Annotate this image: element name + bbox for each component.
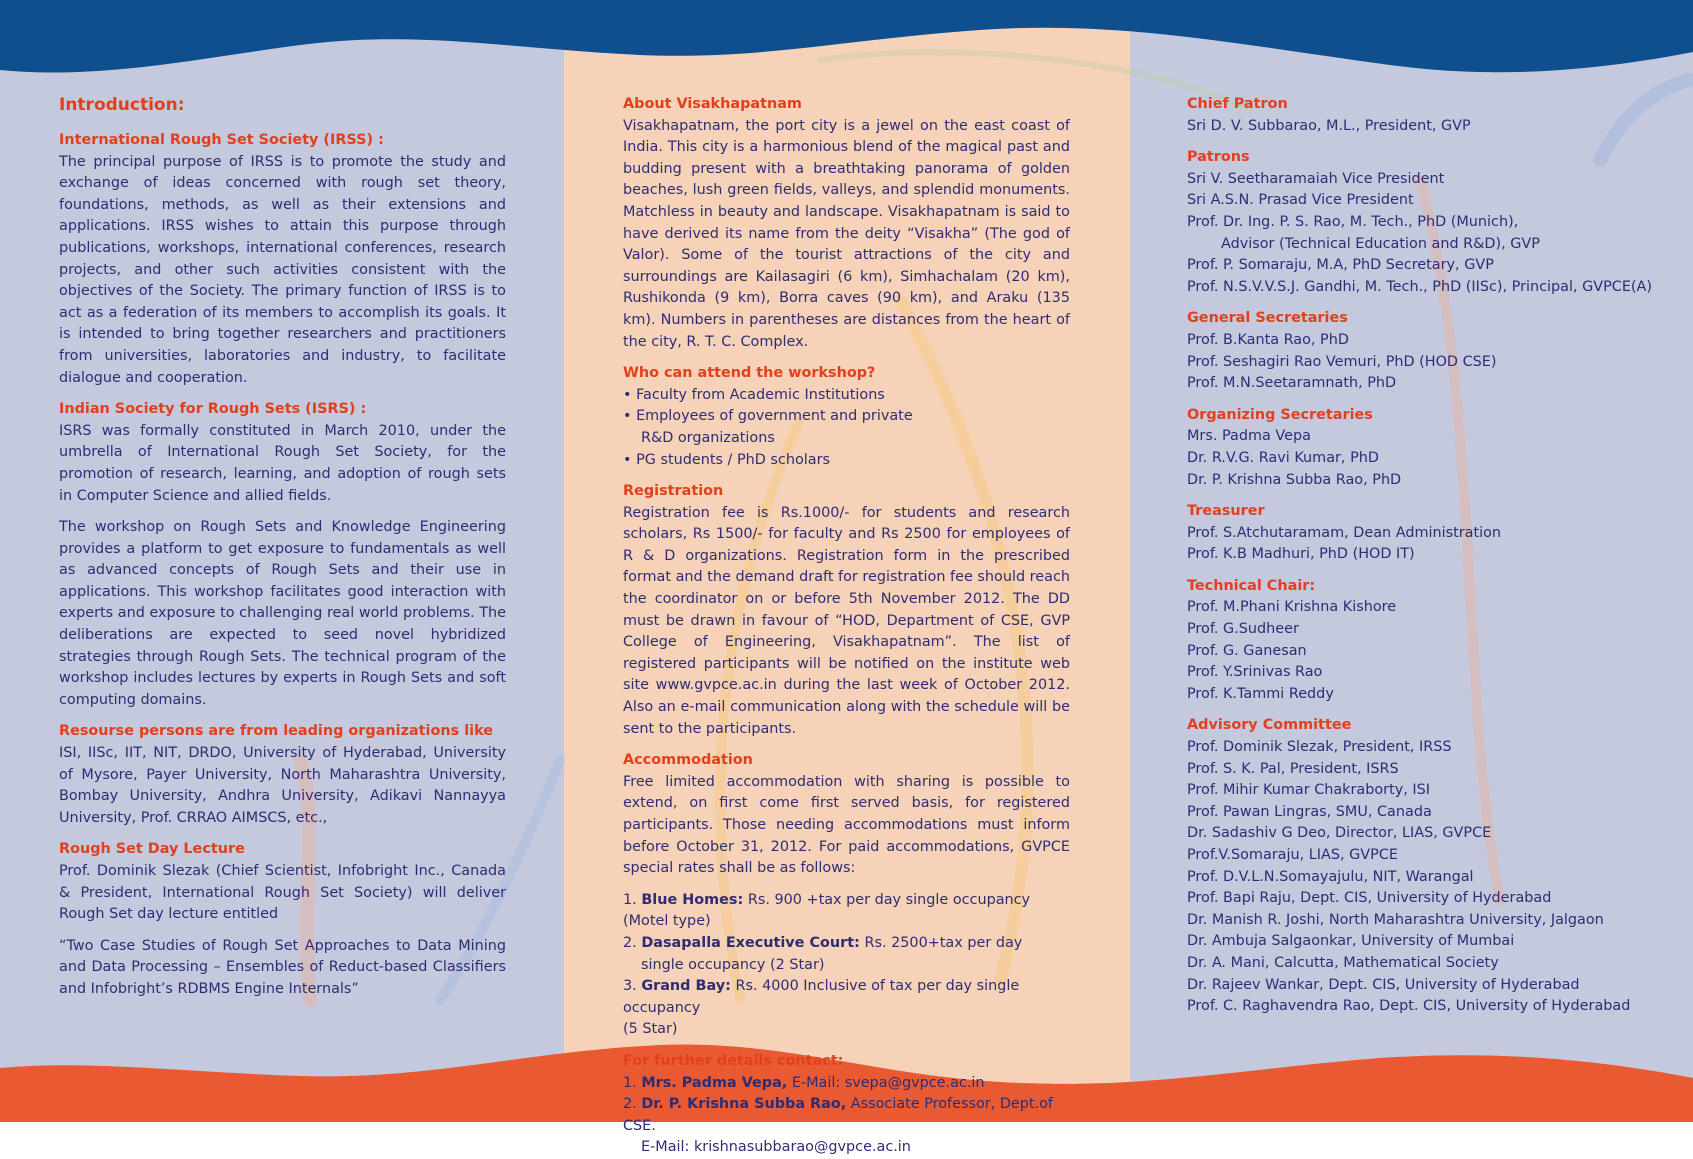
list-item: Prof. G. Ganesan — [1187, 642, 1307, 659]
list-item: Dr. Rajeev Wankar, Dept. CIS, University of Hyderabad — [1187, 976, 1580, 993]
list-item: Prof. Pawan Lingras, SMU, Canada — [1187, 803, 1432, 820]
lecture-title: “Two Case Studies of Rough Set Approaches to Data Mining and Data Processing – Ensembles of Reduct-based Classifiers and Infobright’s RDBMS Engine Internals” — [59, 937, 506, 997]
technical-chair-list — [1187, 597, 1667, 705]
list-item: R&D organizations — [641, 429, 775, 446]
list-item: Prof. K.B Madhuri, PhD (HOD IT) — [1187, 546, 1415, 563]
organizing-secretaries-heading: Organizing Secretaries — [1187, 406, 1373, 423]
list-item: Prof. Dominik Slezak, President, IRSS — [1187, 739, 1452, 756]
registration-text: Registration fee is Rs.1000/- for students and research scholars, Rs 1500/- for faculty and Rs 2500 for employees of R & D organizations. Registration form in the prescribed format and the demand draft for registration fee should reach the coordinator on or before 5th November 2012. The DD must be drawn in favour of “HOD, Department of CSE, GVP College of Engineering, Visakhapatnam”. The list of registered participants will be notified on the institute web site www.gvpce.ac.in during the last week of October 2012. Also an e-mail communication along with the schedule will be sent to the participants. — [623, 504, 1070, 737]
list-item: Prof. N.S.V.V.S.J. Gandhi, M. Tech., PhD (IISc), Principal, GVPCE(A) — [1187, 278, 1653, 295]
introduction-column — [59, 94, 506, 1011]
attend-heading: Who can attend the workshop? — [623, 365, 876, 382]
list-item: Prof. K.Tammi Reddy — [1187, 685, 1334, 702]
advisory-committee-heading: Advisory Committee — [1187, 717, 1352, 734]
list-item: Prof. C. Raghavendra Rao, Dept. CIS, University of Hyderabad — [1187, 998, 1631, 1015]
general-secretaries-heading: General Secretaries — [1187, 310, 1348, 327]
list-item: Dr. A. Mani, Calcutta, Mathematical Society — [1187, 954, 1499, 971]
isrs-heading: Indian Society for Rough Sets (ISRS) : — [59, 401, 367, 418]
chief-patron-list — [1187, 116, 1667, 138]
workshop-text: The workshop on Rough Sets and Knowledge Engineering provides a platform to get exposure to fundamentals as well as advanced concepts of Rough Sets and their use in applications. This workshop facilitates good interaction with experts and exposure to challenging real world problems. The deliberations are expected to seed novel hybridized strategies through Rough Sets. The technical program of the workshop includes lectures by experts in Rough Sets and soft computing domains. — [59, 519, 506, 708]
list-item: Dr. Sadashiv G Deo, Director, LIAS, GVPCE — [1187, 825, 1492, 842]
committee-column — [1187, 94, 1667, 1028]
lecture-heading: Rough Set Day Lecture — [59, 841, 245, 858]
top-wave — [0, 0, 1693, 73]
attend-list — [623, 385, 1070, 471]
advisory-committee-list — [1187, 737, 1667, 1018]
about-heading: About Visakhapatnam — [623, 96, 802, 112]
list-item: Prof. Seshagiri Rao Vemuri, PhD (HOD CSE) — [1187, 353, 1497, 370]
list-item: Prof. S.Atchutaramam, Dean Administration — [1187, 524, 1502, 541]
irss-text: The principal purpose of IRSS is to promote the study and exchange of ideas concerned with rough set theory, foundations, methods, as well as their extensions and applications. IRSS wishes to attain this purpose through publications, workshops, international conferences, research projects, and other such activities consistent with the objectives of the Society. The primary function of IRSS is to act as a federation of its members to accomplish its goals. It is intended to bring together researchers and practitioners from universities, laboratories and industry, to facilitate dialogue and cooperation. — [59, 153, 506, 386]
contact-heading: For further details contact: — [623, 1052, 844, 1069]
resource-heading: Resourse persons are from leading organizations like — [59, 723, 494, 740]
technical-chair-heading: Technical Chair: — [1187, 577, 1316, 594]
list-item: Dr. Ambuja Salgaonkar, University of Mumbai — [1187, 933, 1515, 950]
list-item: Mrs. Padma Vepa — [1187, 428, 1311, 445]
irss-heading: International Rough Set Society (IRSS) : — [59, 132, 384, 148]
contact-item: 1. Mrs. Padma Vepa, E-Mail: svepa@gvpce.ac.in — [623, 1074, 985, 1091]
about-text: Visakhapatnam, the port city is a jewel on the east coast of India. This city is a harmonious blend of the magical past and budding present with a breathtaking panorama of golden beaches, lush green fields, valleys, and splendid monuments. Matchless in beauty and landscape. Visakhapatnam is said to have derived its name from the deity “Visakha” (The god of Valor). Some of the tourist attractions of the city and surroundings are Kailasagiri (6 km), Simhachalam (20 km), Rushikonda (9 km), Borra caves (90 km), and Araku (135 km). Numbers in parentheses are distances from the heart of the city, R. T. C. Complex. — [623, 117, 1070, 350]
general-secretaries-list — [1187, 330, 1667, 395]
list-item: Prof. Bapi Raju, Dept. CIS, University of Hyderabad — [1187, 890, 1552, 907]
organizing-secretaries-list — [1187, 426, 1667, 491]
list-item: • Employees of government and private — [623, 408, 913, 425]
contact-item: 2. Dr. P. Krishna Subba Rao, Associate Professor, Dept.of CSE. — [623, 1096, 1053, 1134]
resource-text: ISI, IISc, IIT, NIT, DRDO, University of Hyderabad, University of Mysore, Payer University, North Maharashtra University, Bombay University, Andhra University, Adikavi Nannayya University, Prof. CRRAO AIMSCS, etc., — [59, 745, 506, 826]
accommodation-list — [623, 890, 1070, 1041]
list-item: Dr. P. Krishna Subba Rao, PhD — [1187, 471, 1402, 488]
chief-patron-heading: Chief Patron — [1187, 96, 1288, 112]
list-item: 1. Blue Homes: Rs. 900 +tax per day single occupancy (Motel type) — [623, 891, 1031, 930]
accommodation-heading: Accommodation — [623, 752, 753, 769]
list-item: Sri A.S.N. Prasad Vice President — [1187, 192, 1414, 209]
list-item: Prof. D.V.L.N.Somayajulu, NIT, Warangal — [1187, 868, 1474, 885]
list-item: Advisor (Technical Education and R&D), GVP — [1221, 235, 1540, 252]
info-column — [623, 94, 1070, 1159]
list-item: • Faculty from Academic Institutions — [623, 386, 885, 403]
isrs-text: ISRS was formally constituted in March 2010, under the umbrella of International Rough Set Society, for the promotion of research, learning, and adoption of rough sets in Computer Science and allied fields. — [59, 422, 506, 504]
patrons-list — [1187, 169, 1667, 299]
list-item: Prof. B.Kanta Rao, PhD — [1187, 331, 1349, 348]
list-item: Dr. R.V.G. Ravi Kumar, PhD — [1187, 449, 1379, 466]
list-item: • PG students / PhD scholars — [623, 451, 830, 468]
accommodation-text: Free limited accommodation with sharing is possible to extend, on first come first served basis, for registered participants. Those needing accommodations must inform before October 31, 2012. For paid accommodations, GVPCE special rates shall be as follows: — [623, 773, 1070, 877]
patrons-heading: Patrons — [1187, 149, 1250, 166]
list-item: Dr. Manish R. Joshi, North Maharashtra University, Jalgaon — [1187, 911, 1604, 928]
list-item: Prof. M.Phani Krishna Kishore — [1187, 599, 1397, 616]
list-item: 2. Dasapalla Executive Court: Rs. 2500+tax per day — [623, 934, 1023, 951]
list-item: Sri D. V. Subbarao, M.L., President, GVP — [1187, 117, 1471, 134]
contact-email: E-Mail: krishnasubbarao@gvpce.ac.in — [641, 1139, 911, 1156]
list-item: Prof. P. Somaraju, M.A, PhD Secretary, GVP — [1187, 257, 1494, 274]
lecture-text: Prof. Dominik Slezak (Chief Scientist, Infobright Inc., Canada & President, International Rough Set Society) will deliver Rough Set day lecture entitled — [59, 863, 506, 923]
list-item: single occupancy (2 Star) — [641, 956, 825, 973]
list-item: 3. Grand Bay: Rs. 4000 Inclusive of tax per day single occupancy — [623, 978, 1020, 1016]
registration-heading: Registration — [623, 483, 724, 500]
list-item: Prof.V.Somaraju, LIAS, GVPCE — [1187, 847, 1398, 863]
list-item: Prof. G.Sudheer — [1187, 621, 1299, 638]
list-item: Prof. Y.Srinivas Rao — [1187, 664, 1323, 681]
list-item: Prof. M.N.Seetaramnath, PhD — [1187, 375, 1397, 392]
list-item: Prof. S. K. Pal, President, ISRS — [1187, 760, 1399, 777]
treasurer-heading: Treasurer — [1187, 503, 1265, 520]
list-item: Prof. Mihir Kumar Chakraborty, ISI — [1187, 782, 1431, 799]
treasurer-list — [1187, 523, 1667, 566]
list-item: Sri V. Seetharamaiah Vice President — [1187, 170, 1445, 187]
introduction-title: Introduction: — [59, 95, 185, 115]
list-item: Prof. Dr. Ing. P. S. Rao, M. Tech., PhD (Munich), — [1187, 213, 1519, 230]
list-item: (5 Star) — [623, 1021, 678, 1038]
